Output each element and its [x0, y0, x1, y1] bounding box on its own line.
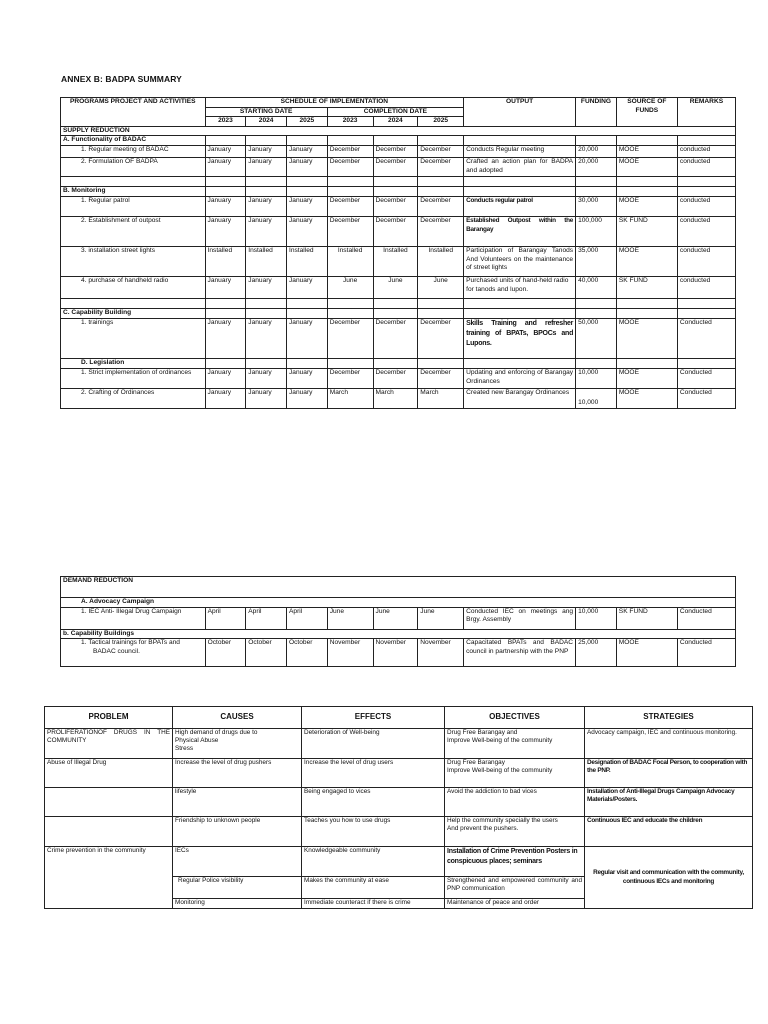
date-cell: December	[327, 318, 373, 358]
header-problem: PROBLEM	[45, 707, 173, 729]
problem-cell	[45, 788, 173, 817]
remarks-cell: Conducted	[677, 388, 735, 408]
date-cell: January	[205, 276, 246, 298]
date-cell: January	[286, 145, 327, 157]
problem-cell: Abuse of Illegal Drug	[45, 759, 173, 788]
effects-cell: Teaches you how to use drugs	[302, 817, 445, 847]
objectives-cell: Installation of Crime Prevention Posters in conspicuous places; seminars	[445, 847, 585, 877]
section-legislation: D. Legislation	[61, 358, 206, 368]
strategies-cell: Advocacy campaign, IEC and continuous monitoring.	[585, 729, 753, 759]
causes-cell: Regular Police visibility	[173, 877, 302, 899]
date-cell: November	[418, 639, 464, 667]
date-cell: January	[246, 276, 287, 298]
date-cell: January	[205, 388, 246, 408]
date-cell: December	[327, 368, 373, 388]
source-cell: MOOE	[616, 318, 677, 358]
cause-line: Stress	[175, 745, 194, 753]
effects-cell: Makes the community at ease	[302, 877, 445, 899]
header-year: 2023	[205, 117, 246, 127]
funding-cell: 40,000	[576, 276, 617, 298]
date-cell: June	[373, 276, 418, 298]
objective-line: Improve Well-being of the community	[447, 767, 553, 775]
activity-cell: 4. purchase of handheld radio	[61, 276, 206, 298]
date-cell: January	[205, 157, 246, 176]
date-cell: June	[373, 607, 418, 629]
section-advocacy-campaign: A. Advocacy Campaign	[61, 598, 736, 608]
header-year: 2025	[286, 117, 327, 127]
source-cell: MOOE	[616, 639, 677, 667]
source-cell: MOOE	[616, 388, 677, 408]
remarks-cell: conducted	[677, 216, 735, 246]
funding-cell: 100,000	[576, 216, 617, 246]
effects-cell: Immediate counteract if there is crime	[302, 899, 445, 909]
date-cell: Installed	[373, 246, 418, 276]
output-cell: Conducts regular patrol	[464, 196, 576, 216]
date-cell: April	[246, 607, 287, 629]
table-row	[45, 788, 753, 817]
remarks-cell: Conducted	[677, 368, 735, 388]
funding-cell: 50,000	[576, 318, 617, 358]
date-cell: January	[286, 318, 327, 358]
activity-cell: 2. Formulation OF BADPA	[61, 157, 206, 176]
activity-cell: 3. installation street lights	[61, 246, 206, 276]
effects-cell: Deterioration of Well-being	[302, 729, 445, 759]
date-cell: January	[246, 157, 287, 176]
remarks-cell: conducted	[677, 246, 735, 276]
section-demand-reduction: DEMAND REDUCTION	[61, 577, 736, 598]
date-cell: December	[373, 318, 418, 358]
effects-cell: Increase the level of drug users	[302, 759, 445, 788]
date-cell: January	[286, 196, 327, 216]
table-row	[61, 388, 736, 408]
header-effects: EFFECTS	[302, 707, 445, 729]
date-cell: January	[286, 276, 327, 298]
date-cell: December	[418, 368, 464, 388]
output-cell: Established Outpost within the Barangay	[464, 216, 576, 246]
remarks-cell: conducted	[677, 276, 735, 298]
source-cell: MOOE	[616, 196, 677, 216]
header-objectives: OBJECTIVES	[445, 707, 585, 729]
activity-cell: 1. Regular patrol	[61, 196, 206, 216]
funding-cell: 35,000	[576, 246, 617, 276]
header-year: 2024	[373, 117, 418, 127]
activity-cell: 1. Regular meeting of BADAC	[61, 145, 206, 157]
date-cell: April	[287, 607, 328, 629]
remarks-cell: conducted	[677, 196, 735, 216]
source-cell: SK FUND	[616, 276, 677, 298]
date-cell: January	[205, 145, 246, 157]
date-cell: December	[373, 145, 418, 157]
output-cell: Crafted an action plan for BADPA and adopted	[464, 157, 576, 176]
header-funding: FUNDING	[576, 98, 617, 127]
date-cell: January	[286, 216, 327, 246]
date-cell: December	[373, 157, 418, 176]
table-row	[45, 817, 753, 847]
date-cell: December	[373, 216, 418, 246]
date-cell: Installed	[327, 246, 373, 276]
remarks-cell: Conducted	[677, 607, 735, 629]
header-year: 2023	[327, 117, 373, 127]
remarks-cell: Conducted	[677, 318, 735, 358]
remarks-cell: Conducted	[677, 639, 735, 667]
date-cell: Installed	[205, 246, 246, 276]
date-cell: December	[418, 196, 464, 216]
date-cell: June	[418, 607, 464, 629]
date-cell: January	[246, 145, 287, 157]
source-cell: SK FUND	[616, 607, 677, 629]
output-cell: Updating and enforcing of Barangay Ordinances	[464, 368, 576, 388]
activity-cell: 1. Tactical trainings for BPATs and BADAC council.	[61, 639, 206, 667]
table-row	[61, 639, 736, 667]
date-cell: December	[418, 157, 464, 176]
date-cell: January	[205, 368, 246, 388]
causes-cell: Friendship to unknown people	[173, 817, 302, 847]
problem-cell: PROLIFERATIONOF DRUGS IN THE COMMUNITY	[45, 729, 173, 759]
date-cell: January	[246, 318, 287, 358]
remarks-cell: conducted	[677, 145, 735, 157]
activity-cell: 2. Establishment of outpost	[61, 216, 206, 246]
header-starting-date: STARTING DATE	[205, 107, 327, 117]
causes-cell: Increase the level of drug pushers	[173, 759, 302, 788]
source-cell: MOOE	[616, 157, 677, 176]
date-cell: January	[246, 196, 287, 216]
date-cell: January	[205, 216, 246, 246]
causes-cell: Monitoring	[173, 899, 302, 909]
problem-cell	[45, 817, 173, 847]
funding-cell: 25,000	[576, 639, 617, 667]
objectives-cell: Avoid the addiction to bad vices	[445, 788, 585, 817]
activity-cell: 1. trainings	[61, 318, 206, 358]
date-cell: December	[327, 157, 373, 176]
objective-line: Drug Free Barangay and	[447, 729, 518, 736]
date-cell: December	[373, 196, 418, 216]
source-cell: MOOE	[616, 368, 677, 388]
output-cell: Skills Training and refresher training of BPATs, BPOCs and Lupons.	[464, 318, 576, 358]
date-cell: June	[327, 276, 373, 298]
header-output: OUTPUT	[464, 98, 576, 127]
source-cell: SK FUND	[616, 216, 677, 246]
table-row	[61, 276, 736, 298]
date-cell: December	[418, 145, 464, 157]
section-capability-buildings: b. Capability Buildings	[61, 629, 736, 639]
document-title: ANNEX B: BADPA SUMMARY	[61, 74, 182, 84]
table-row	[45, 847, 753, 877]
date-cell: January	[286, 388, 327, 408]
objectives-cell	[445, 729, 585, 759]
effects-cell: Knowledgeable community	[302, 847, 445, 877]
date-cell: December	[327, 196, 373, 216]
date-cell: Installed	[286, 246, 327, 276]
source-cell: MOOE	[616, 145, 677, 157]
date-cell: December	[418, 318, 464, 358]
objectives-cell	[445, 759, 585, 788]
badpa-demand-table	[60, 576, 736, 667]
funding-cell: 30,000	[576, 196, 617, 216]
date-cell: January	[286, 368, 327, 388]
funding-cell: 10,000	[576, 368, 617, 388]
objective-line: And prevent the pushers.	[447, 825, 519, 833]
funding-cell: 20,000	[576, 145, 617, 157]
objectives-cell	[445, 817, 585, 847]
date-cell: December	[327, 145, 373, 157]
objectives-cell: Strengthened and empowered community and PNP communication	[445, 877, 585, 899]
cause-line: Physical Abuse	[175, 737, 219, 745]
header-strategies: STRATEGIES	[585, 707, 753, 729]
date-cell: January	[246, 216, 287, 246]
date-cell: January	[246, 388, 287, 408]
header-source: SOURCE OF FUNDS	[616, 98, 677, 127]
activity-cell: 1. Strict implementation of ordinances	[61, 368, 206, 388]
header-schedule: SCHEDULE OF IMPLEMENTATION	[205, 98, 464, 108]
funding-cell: 20,000	[576, 157, 617, 176]
date-cell: January	[246, 368, 287, 388]
table-row	[61, 368, 736, 388]
output-cell: Conducts Regular meeting	[464, 145, 576, 157]
table-row	[61, 216, 736, 246]
date-cell: Installed	[418, 246, 464, 276]
output-cell: Purchased units of hand-held radio for tanods and lupon.	[464, 276, 576, 298]
table-row	[61, 196, 736, 216]
table-row	[45, 759, 753, 788]
date-cell: March	[373, 388, 418, 408]
source-cell: MOOE	[616, 246, 677, 276]
causes-cell	[173, 729, 302, 759]
date-cell: January	[286, 157, 327, 176]
date-cell: January	[205, 318, 246, 358]
section-functionality-badac: A. Functionality of BADAC	[61, 136, 206, 146]
remarks-cell: conducted	[677, 157, 735, 176]
date-cell: Installed	[246, 246, 287, 276]
table-row	[61, 157, 736, 176]
problem-cell: Crime prevention in the community	[45, 847, 173, 909]
strategies-cell: Installation of Anti-Illegal Drugs Campaign Advocacy Materials/Posters.	[585, 788, 753, 817]
section-supply-reduction: SUPPLY REDUCTION	[61, 126, 736, 136]
date-cell: January	[205, 196, 246, 216]
output-cell: Capacitated BPATs and BADAC council in partnership with the PNP	[464, 639, 576, 667]
section-capability-building: C. Capability Building	[61, 308, 206, 318]
strategies-cell: Regular visit and communication with the community, continuous IECs and monitoring	[585, 847, 753, 909]
funding-cell: 10,000	[576, 388, 617, 408]
header-ppa: PROGRAMS PROJECT AND ACTIVITIES	[61, 98, 206, 127]
date-cell: October	[246, 639, 287, 667]
problem-analysis-table	[44, 706, 753, 909]
objectives-cell: Maintenance of peace and order	[445, 899, 585, 909]
strategies-cell: Designation of BADAC Focal Person, to cooperation with the PNP.	[585, 759, 753, 788]
date-cell: December	[327, 216, 373, 246]
header-year: 2025	[418, 117, 464, 127]
output-cell: Created new Barangay Ordinances	[464, 388, 576, 408]
date-cell: November	[327, 639, 373, 667]
date-cell: October	[205, 639, 246, 667]
date-cell: December	[418, 216, 464, 246]
header-causes: CAUSES	[173, 707, 302, 729]
date-cell: October	[287, 639, 328, 667]
table-row	[61, 318, 736, 358]
date-cell: April	[205, 607, 246, 629]
activity-cell: 1. IEC Anti- Illegal Drug Campaign	[61, 607, 206, 629]
causes-cell: lifestyle	[173, 788, 302, 817]
output-cell: Conducted IEC on meetings ang Brgy. Assembly	[464, 607, 576, 629]
effects-cell: Being engaged to vices	[302, 788, 445, 817]
header-remarks: REMARKS	[677, 98, 735, 127]
cause-line: High demand of drugs due to	[175, 729, 258, 736]
objective-line: Improve Well-being of the community	[447, 737, 553, 745]
date-cell: June	[418, 276, 464, 298]
table-row	[45, 729, 753, 759]
table-row	[61, 145, 736, 157]
date-cell: March	[327, 388, 373, 408]
activity-cell: 2. Crafting of Ordinances	[61, 388, 206, 408]
causes-cell: IECs	[173, 847, 302, 877]
date-cell: March	[418, 388, 464, 408]
date-cell: June	[327, 607, 373, 629]
table-row	[61, 607, 736, 629]
date-cell: November	[373, 639, 418, 667]
table-row	[61, 246, 736, 276]
strategies-cell: Continuous IEC and educate the children	[585, 817, 753, 847]
date-cell: December	[373, 368, 418, 388]
objective-line: Help the community specially the users	[447, 817, 558, 824]
objective-line: Drug Free Barangay	[447, 759, 505, 766]
output-cell: Participation of Barangay Tanods And Volunteers on the maintenance of street lights	[464, 246, 576, 276]
badpa-supply-table	[60, 97, 736, 409]
header-completion-date: COMPLETION DATE	[327, 107, 463, 117]
funding-cell: 10,000	[576, 607, 617, 629]
section-monitoring: B. Monitoring	[61, 186, 206, 196]
header-year: 2024	[246, 117, 287, 127]
